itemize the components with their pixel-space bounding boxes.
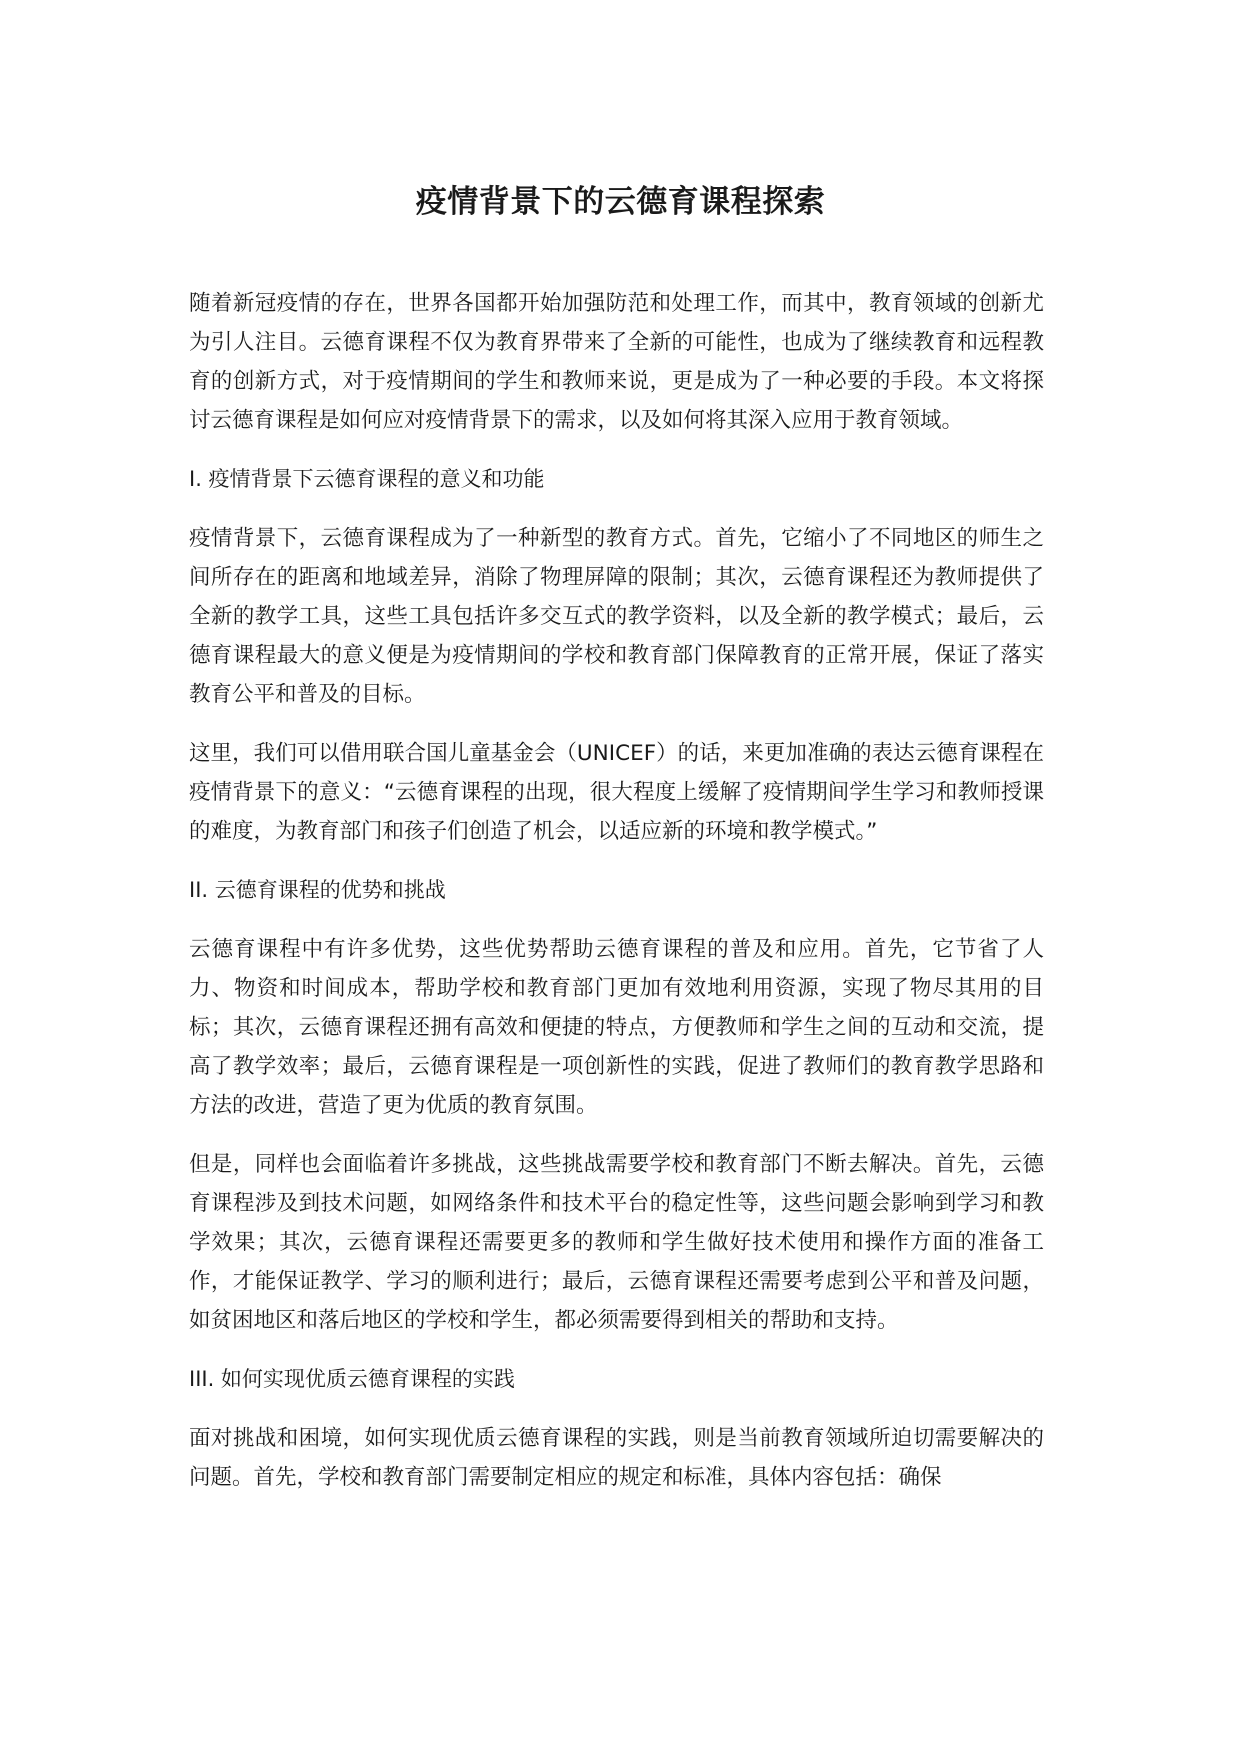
section-3-paragraph-1: 面对挑战和困境，如何实现优质云德育课程的实践，则是当前教育领域所迫切需要解决的问题。首先，学校和教育部门需要制定相应的规定和标准，具体内容包括：确保 (189, 1426, 1044, 1490)
section-1-heading: I. 疫情背景下云德育课程的意义和功能 (189, 467, 545, 491)
document-body (189, 284, 1044, 1517)
section-2-heading: II. 云德育课程的优势和挑战 (189, 878, 446, 902)
section-2-paragraph-2: 但是，同样也会面临着许多挑战，这些挑战需要学校和教育部门不断去解决。首先，云德育课程涉及到技术问题，如网络条件和技术平台的稳定性等，这些问题会影响到学习和教学效果；其次，云德育课程还需要更多的教师和学生做好技术使用和操作方面的准备工作，才能保证教学、学习的顺利进行；最后，云德育课程还需要考虑到公平和普及问题，如贫困地区和落后地区的学校和学生，都必须需要得到相关的帮助和支持。 (189, 1152, 1044, 1333)
section-3-heading: III. 如何实现优质云德育课程的实践 (189, 1367, 515, 1391)
section-1-paragraph-1: 疫情背景下，云德育课程成为了一种新型的教育方式。首先，它缩小了不同地区的师生之间所存在的距离和地域差异，消除了物理屏障的限制；其次，云德育课程还为教师提供了全新的教学工具，这些工具包括许多交互式的教学资料，以及全新的教学模式；最后，云德育课程最大的意义便是为疫情期间的学校和教育部门保障教育的正常开展，保证了落实教育公平和普及的目标。 (189, 526, 1044, 707)
section-1-paragraph-2: 这里，我们可以借用联合国儿童基金会（UNICEF）的话，来更加准确的表达云德育课程在疫情背景下的意义：“云德育课程的出现，很大程度上缓解了疫情期间学生学习和教师授课的难度，为教育部门和孩子们创造了机会，以适应新的环境和教学模式。” (189, 741, 1044, 844)
intro-paragraph: 随着新冠疫情的存在，世界各国都开始加强防范和处理工作，而其中，教育领域的创新尤为引人注目。云德育课程不仅为教育界带来了全新的可能性，也成为了继续教育和远程教育的创新方式，对于疫情期间的学生和教师来说，更是成为了一种必要的手段。本文将探讨云德育课程是如何应对疫情背景下的需求，以及如何将其深入应用于教育领域。 (189, 291, 1044, 433)
document-title: 疫情背景下的云德育课程探索 (415, 184, 826, 220)
section-2-paragraph-1: 云德育课程中有许多优势，这些优势帮助云德育课程的普及和应用。首先，它节省了人力、物资和时间成本，帮助学校和教育部门更加有效地利用资源，实现了物尽其用的目标；其次，云德育课程还拥有高效和便捷的特点，方便教师和学生之间的互动和交流，提高了教学效率；最后，云德育课程是一项创新性的实践，促进了教师们的教育教学思路和方法的改进，营造了更为优质的教育氛围。 (189, 937, 1044, 1118)
